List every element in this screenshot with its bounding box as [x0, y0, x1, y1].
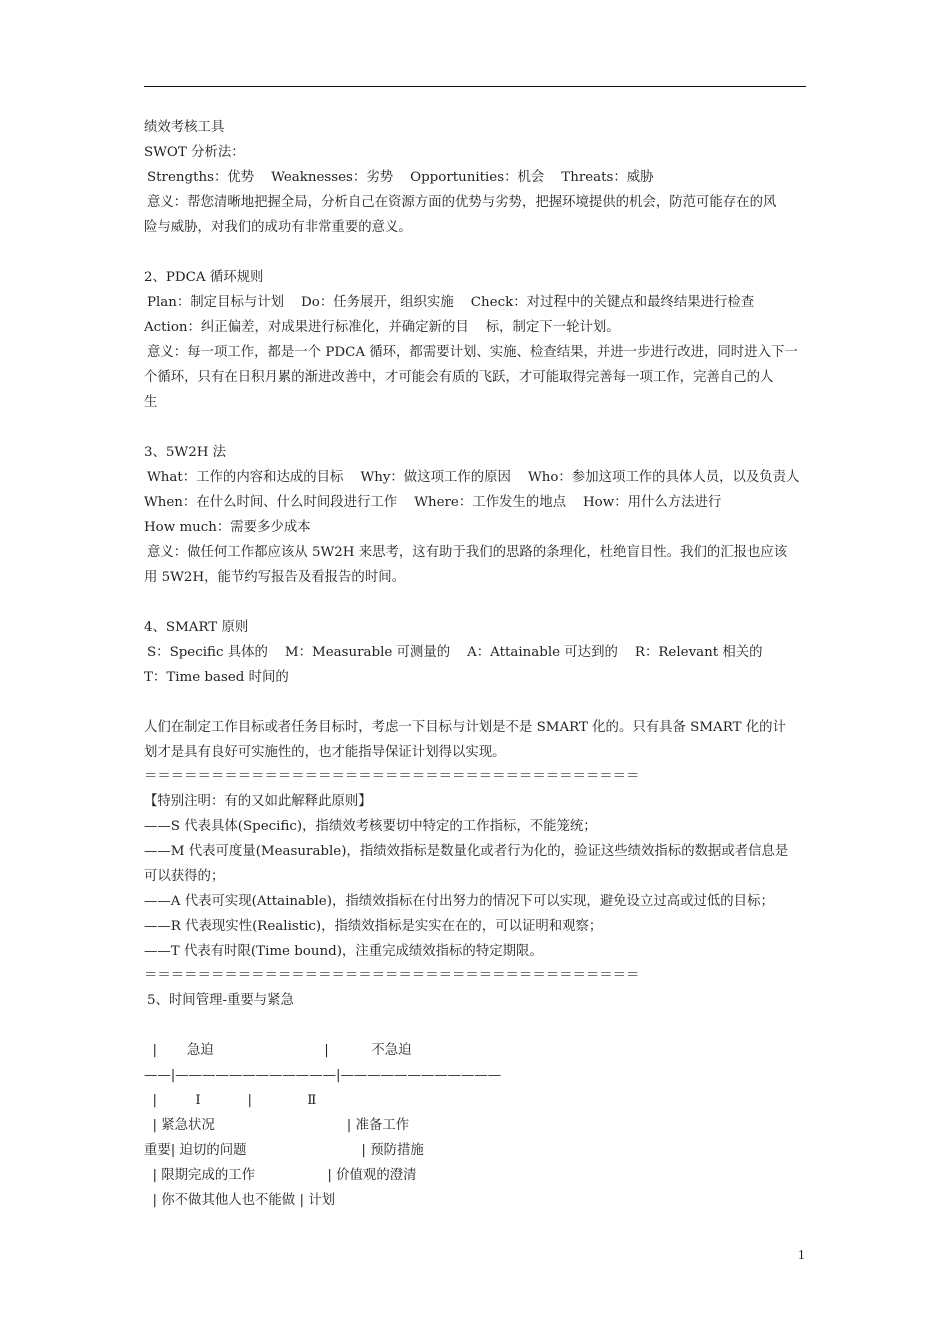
note-a: ——A 代表可实现(Attainable)，指绩效指标在付出努力的情况下可以实现，避免设立过高或过低的目标；: [144, 894, 774, 909]
smart-paragraph-line1: 人们在制定工作目标或者任务目标时，考虑一下目标与计划是不是 SMART 化的。只有具备 SMART 化的计: [144, 720, 786, 735]
5w2h-meaning-line2: 用 5W2H，能节约写报告及看报告的时间。: [144, 570, 405, 585]
matrix-row4: | 你不做其他人也不能做 | 计划: [144, 1193, 335, 1208]
pdca-heading: 2、PDCA 循环规则: [144, 270, 264, 285]
matrix-row3: | 限期完成的工作 | 价值观的澄清: [144, 1168, 417, 1183]
note-t: ——T 代表有时限(Time bound)，注重完成绩效指标的特定期限。: [144, 944, 543, 959]
swot-heading: SWOT 分析法：: [144, 145, 245, 160]
5w2h-meaning-line1: 意义：做任何工作都应该从 5W2H 来思考，这有助于我们的思路的条理化，杜绝盲目性。我们的汇报也应该: [147, 545, 788, 560]
5w2h-when-where-how: When：在什么时间、什么时间段进行工作 Where：工作发生的地点 How：用什么方法进行: [144, 495, 722, 510]
pdca-plan-do-check: Plan：制定目标与计划 Do：任务展开，组织实施 Check：对过程中的关键点和最终结果进行检查: [147, 295, 755, 310]
smart-heading: 4、SMART 原则: [144, 620, 249, 635]
separator-bottom: ＝＝＝＝＝＝＝＝＝＝＝＝＝＝＝＝＝＝＝＝＝＝＝＝＝＝＝＝＝＝＝＝＝＝＝＝＝: [144, 968, 640, 983]
pdca-meaning-line2: 个循环，只有在日积月累的渐进改善中，才可能会有质的飞跃，才可能取得完善每一项工作，完善自己的人: [144, 370, 774, 385]
matrix-divider: ——|————————————|————————————: [144, 1068, 502, 1083]
note-s: ——S 代表具体(Specific)，指绩效考核要切中特定的工作指标，不能笼统；: [144, 819, 597, 834]
matrix-row2: 重要| 迫切的问题 | 预防措施: [144, 1143, 424, 1158]
pdca-meaning-line1: 意义：每一项工作，都是一个 PDCA 循环，都需要计划、实施、检查结果，并进一步进行改进，同时进入下一: [147, 345, 798, 360]
smart-paragraph-line2: 划才是具有良好可实施性的，也才能指导保证计划得以实现。: [144, 745, 506, 760]
smart-t: T：Time based 时间的: [144, 670, 289, 685]
pdca-meaning-line3: 生: [144, 395, 158, 410]
swot-definitions: Strengths：优势 Weaknesses：劣势 Opportunities：机会 Threats：威胁: [147, 170, 654, 185]
5w2h-heading: 3、5W2H 法: [144, 445, 227, 460]
separator-top: ＝＝＝＝＝＝＝＝＝＝＝＝＝＝＝＝＝＝＝＝＝＝＝＝＝＝＝＝＝＝＝＝＝＝＝＝＝: [144, 769, 640, 784]
matrix-row1: | 紧急状况 | 准备工作: [144, 1118, 410, 1133]
matrix-quadrant-labels: | Ⅰ | Ⅱ: [144, 1093, 317, 1108]
matrix-header-row: | 急迫 | 不急迫: [144, 1043, 412, 1058]
time-management-heading: 5、时间管理-重要与紧急: [147, 993, 294, 1008]
5w2h-how-much: How much：需要多少成本: [144, 520, 311, 535]
swot-meaning-line1: 意义：帮您清晰地把握全局，分析自己在资源方面的优势与劣势，把握环境提供的机会，防范可能存在的风: [147, 195, 777, 210]
5w2h-what-why-who: What：工作的内容和达成的目标 Why：做这项工作的原因 Who：参加这项工作的具体人员，以及负责人: [147, 470, 800, 485]
swot-meaning-line2: 险与威胁，对我们的成功有非常重要的意义。: [144, 220, 412, 235]
special-note-heading: 【特别注明：有的又如此解释此原则】: [144, 794, 372, 809]
doc-title: 绩效考核工具: [144, 120, 225, 135]
smart-s-m-a-r: S：Specific 具体的 M：Measurable 可测量的 A：Attainable 可达到的 R：Relevant 相关的: [147, 645, 763, 660]
pdca-action: Action：纠正偏差，对成果进行标准化，并确定新的目 标，制定下一轮计划。: [144, 320, 620, 335]
note-r: ——R 代表现实性(Realistic)，指绩效指标是实实在在的，可以证明和观察；: [144, 919, 603, 934]
note-m-line1: ——M 代表可度量(Measurable)，指绩效指标是数量化或者行为化的，验证这些绩效指标的数据或者信息是: [144, 844, 789, 859]
note-m-line2: 可以获得的；: [144, 869, 225, 884]
page-number: 1: [798, 1247, 805, 1262]
header-rule: [144, 86, 806, 87]
